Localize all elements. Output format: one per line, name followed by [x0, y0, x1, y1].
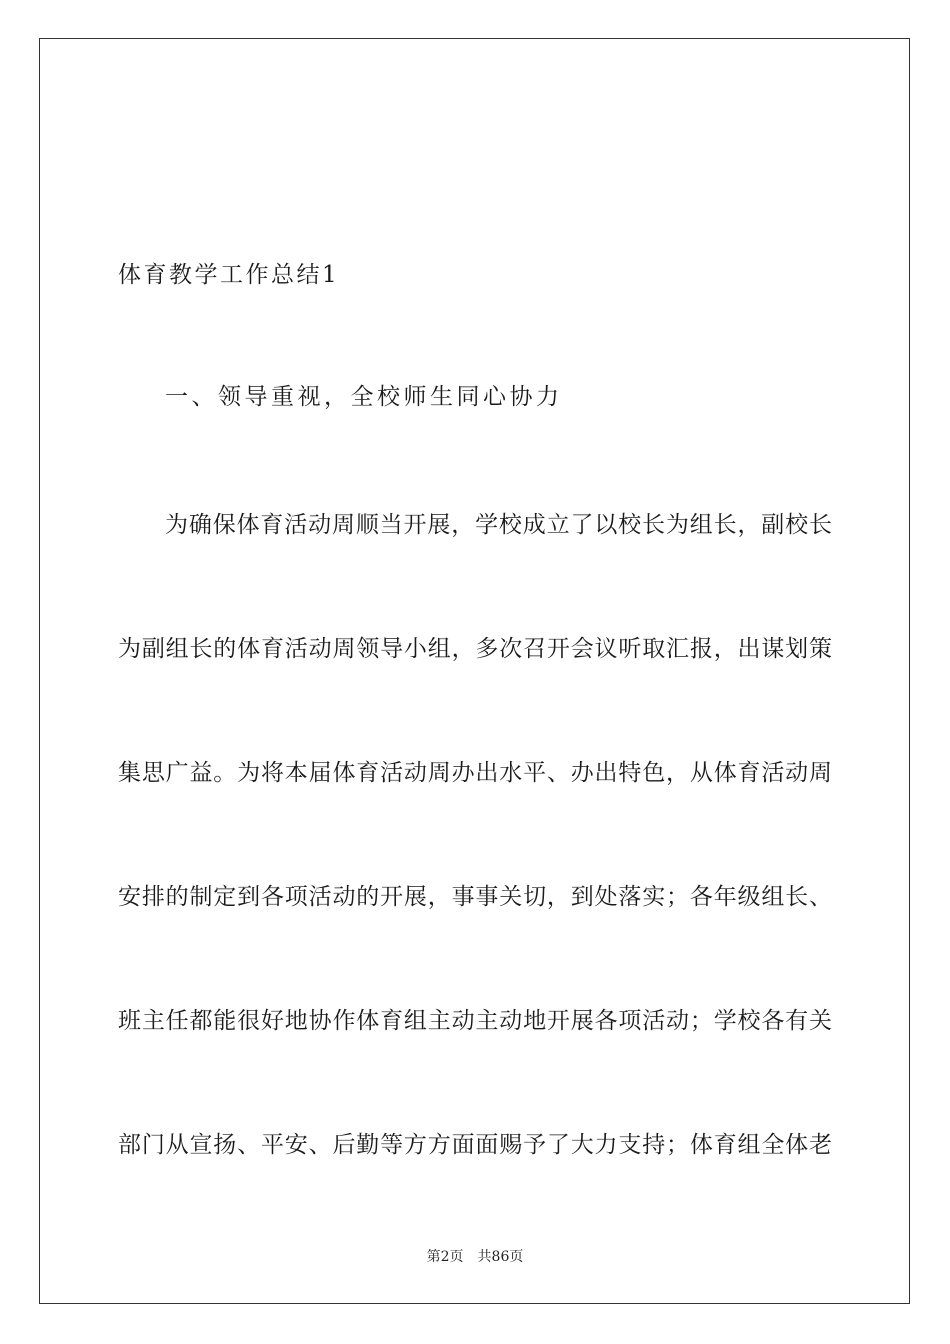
- page-number-footer: 第2页 共86页: [426, 1249, 524, 1265]
- paragraph-line: 为确保体育活动周顺当开展，学校成立了以校长为组长，副校长: [165, 512, 832, 538]
- section-heading: 一、领导重视，全校师生同心协力: [165, 384, 563, 410]
- paragraph-line: 班主任都能很好地协作体育组主动主动地开展各项活动；学校各有关: [118, 1008, 832, 1034]
- paragraph-line: 为副组长的体育活动周领导小组，多次召开会议听取汇报，出谋划策: [118, 636, 832, 662]
- paragraph-line: 集思广益。为将本届体育活动周办出水平、办出特色，从体育活动周: [118, 760, 832, 786]
- page-border: [39, 38, 910, 1304]
- paragraph-line: 安排的制定到各项活动的开展，事事关切，到处落实；各年级组长、: [118, 884, 832, 910]
- document-title: 体育教学工作总结1: [118, 262, 340, 288]
- paragraph-line: 部门从宣扬、平安、后勤等方方面面赐予了大力支持；体育组全体老: [118, 1132, 832, 1158]
